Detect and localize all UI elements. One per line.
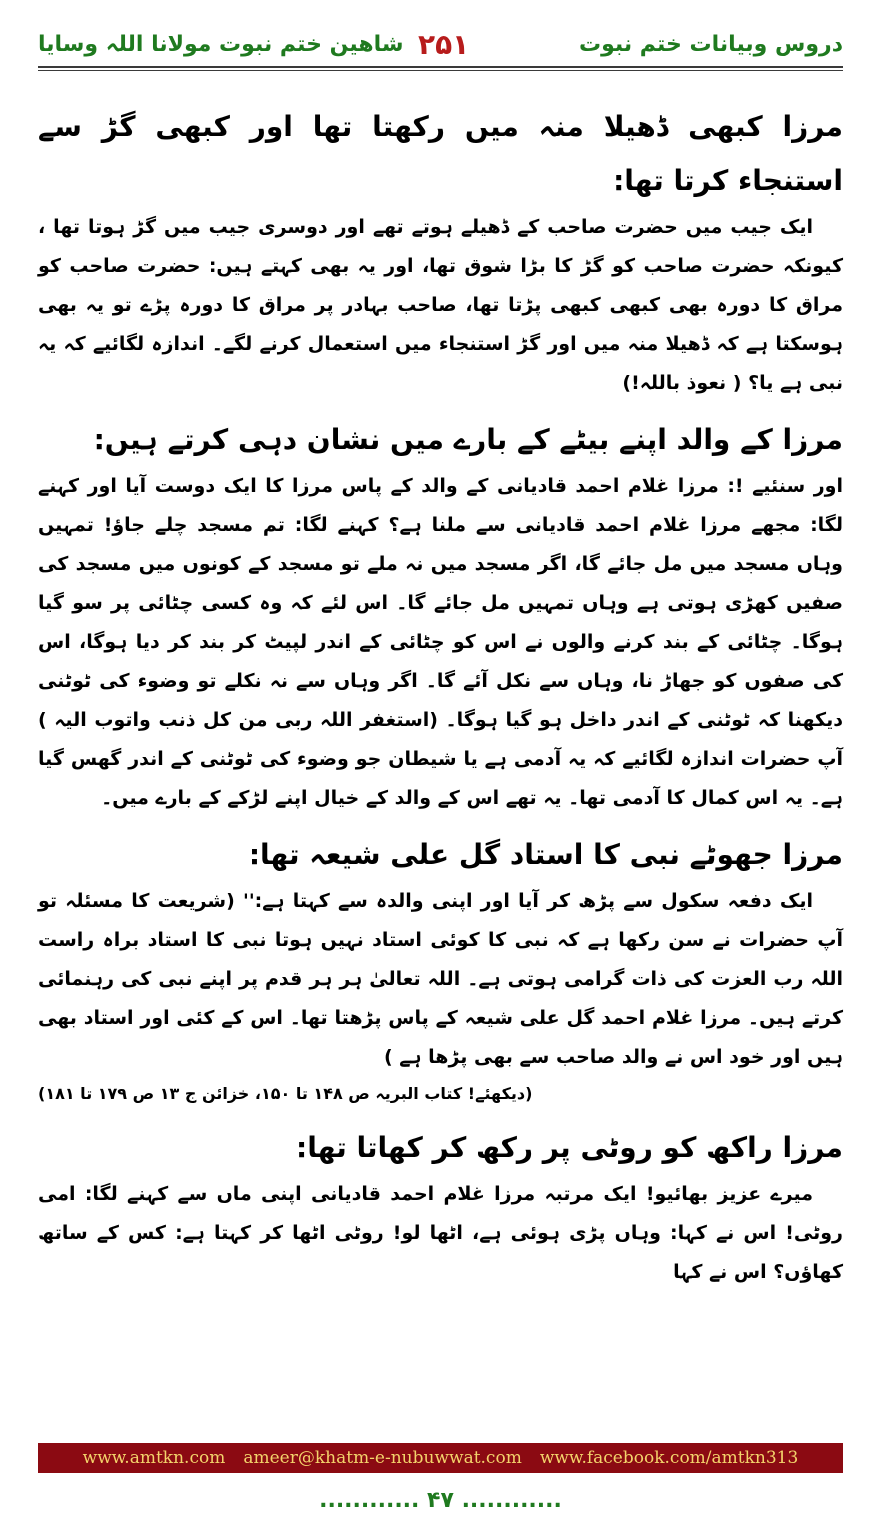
section-paragraph: ایک دفعہ سکول سے پڑھ کر آیا اور اپنی والدہ سے کہتا ہے:'' (شریعت کا مسئلہ تو آپ حضرات نے سن رکھا ہے کہ نبی کا کوئی استاد نہیں ہوتا نبی کا استاد براہ راست اللہ رب العزت کی ذات گرامی ہوتی ہے۔ اللہ تعالیٰ ہر ہر قدم پر اپنے نبی کی رہنمائی کرتے ہیں۔ مرزا غلام احمد گل علی شیعہ کے پاس پڑھتا تھا۔ اس کے کئی اور استاد بھی ہیں اور خود اس نے والد صاحب سے بھی پڑھا ہے ): [38, 890, 843, 1068]
page-body: [38, 90, 843, 1292]
running-header: [38, 28, 843, 64]
footer-facebook-link[interactable]: www.facebook.com/amtkn313: [539, 1448, 799, 1468]
book-title: دروس وبیانات ختم نبوت: [579, 32, 843, 57]
page-number: ۲۵۱: [418, 28, 470, 61]
footer-bar: [38, 1443, 843, 1473]
section-heading: مرزا کبھی ڈھیلا منہ میں رکھتا تھا اور کبھی گڑ سے استنجاء کرتا تھا:: [38, 110, 843, 197]
header-divider-thin: [38, 70, 843, 71]
series-title: شاھین ختم نبوت مولانا اللہ وسایا: [38, 32, 404, 57]
section-paragraph: اور سنئیے !: مرزا غلام احمد قادیانی کے والد کے پاس مرزا کا ایک دوست آیا اور کہنے لگا: مجھے مرزا غلام احمد قادیانی سے ملنا ہے؟ کہنے لگا: تم مسجد چلے جاؤ! تمہیں وہاں مسجد میں مل جائے گا، اگر مسجد میں نہ ملے تو مسجد کے کونوں میں مسجد کی صفیں کھڑی ہوتی ہے وہاں تمہیں مل جائے گا۔ اس لئے کہ وہ کسی چٹائی پر سو گیا ہوگا۔ چٹائی کے بند کرنے والوں نے اس کو چٹائی کے اندر لپیٹ کر بند کر دیا ہوگا، اس کی صفوں کو جھاڑ نا، وہاں سے نکل آئے گا۔ اگر وہاں سے نہ نکلے تو وضوء کی ٹوٹنی دیکھنا کہ ٹوٹنی کے اندر داخل ہو گیا ہوگا۔ (استغفر اللہ ربی من کل ذنب واتوب الیہ ) آپ حضرات اندازہ لگائیے کہ یہ آدمی ہے یا شیطان جو وضوء کی ٹوٹنی کے اندر گھس گیا ہے۔ یہ اس کمال کا آدمی تھا۔ یہ تھے اس کے والد کے خیال اپنے لڑکے کے بارے میں۔: [38, 475, 843, 809]
section-heading: مرزا کے والد اپنے بیٹے کے بارے میں نشان دہی کرتے ہیں:: [93, 423, 843, 456]
header-divider: [38, 66, 843, 68]
section-heading: مرزا راکھ کو روٹی پر رکھ کر کھاتا تھا:: [296, 1131, 843, 1164]
page-marker: ............ ۴۷ ............: [319, 1488, 562, 1513]
section-heading: مرزا جھوٹے نبی کا استاد گل علی شیعہ تھا:: [248, 838, 843, 871]
citation: (دیکھئے! کتاب البریہ ص ۱۴۸ تا ۱۵۰، خزائن ج ۱۳ ص ۱۷۹ تا ۱۸۱): [38, 1084, 533, 1103]
footer-email-link[interactable]: ameer@khatm-e-nubuwwat.com: [243, 1448, 522, 1468]
section-paragraph: میرے عزیز بھائیو! ایک مرتبہ مرزا غلام احمد قادیانی اپنی ماں سے کہنے لگا: امی روٹی! اس نے کہا: وہاں پڑی ہوئی ہے، اٹھا لو! روٹی اٹھا کر کہتا ہے: کس کے ساتھ کھاؤں؟ اس نے کہا: [38, 1183, 843, 1283]
section-paragraph: ایک جیب میں حضرت صاحب کے ڈھیلے ہوتے تھے اور دوسری جیب میں گڑ ہوتا تھا ، کیونکہ حضرت صاحب کو گڑ کا بڑا شوق تھا، اور یہ بھی کہتے ہیں: حضرت صاحب کو مراق کا دورہ بھی کبھی کبھی پڑتا تھا، صاحب بہادر پر مراق کا دورہ پڑے تو یہ بھی ہوسکتا ہے کہ ڈھیلا منہ میں اور گڑ استنجاء میں استعمال کرنے لگے۔ اندازہ لگائیے کہ یہ نبی ہے یا؟ ( نعوذ باللہ!): [38, 216, 843, 394]
footer-website-link[interactable]: www.amtkn.com: [82, 1448, 226, 1468]
